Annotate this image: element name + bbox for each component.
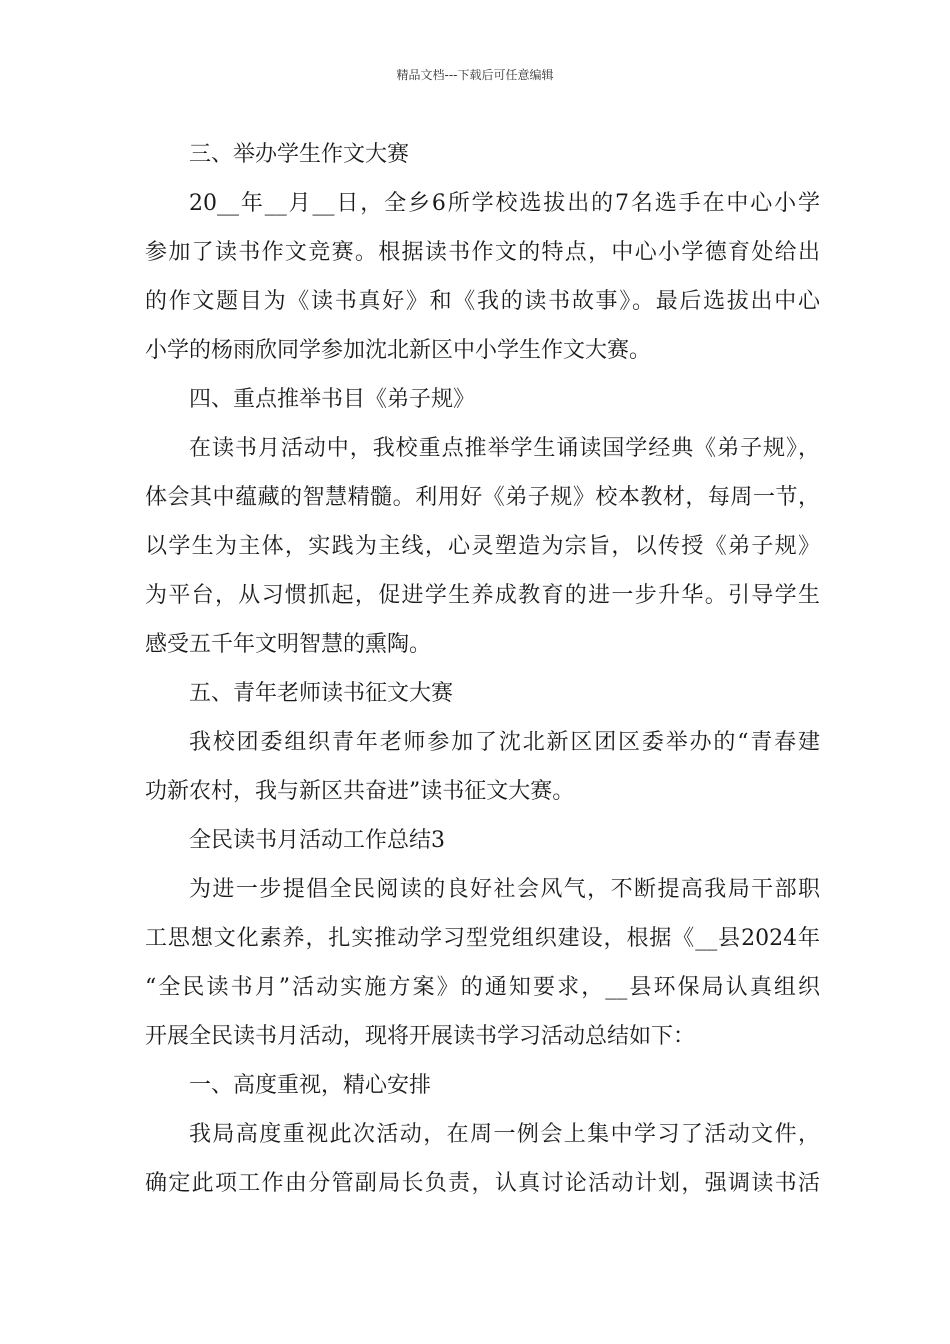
- text-line: 20__年__月__日，全乡6所学校选拔出的7名选手在中心小学: [189, 191, 820, 216]
- text-line: 五、青年老师读书征文大赛: [189, 681, 454, 706]
- text-line: “全民读书月”活动实施方案》的通知要求，__县环保局认真组织: [145, 975, 820, 1000]
- text-line: 为平台，从习惯抓起，促进学生养成教育的进一步升华。引导学生: [145, 583, 820, 608]
- text-line: 在读书月活动中，我校重点推举学生诵读国学经典《弟子规》，: [189, 436, 820, 461]
- text-line: 工思想文化素养，扎实推动学习型党组织建设，根据《__县2024年: [145, 926, 820, 951]
- text-line: 为进一步提倡全民阅读的良好社会风气，不断提高我局干部职: [189, 877, 820, 902]
- page-header: 精品文档---下载后可任意编辑: [396, 68, 554, 82]
- text-line: 三、举办学生作文大赛: [189, 142, 410, 167]
- text-line: 的作文题目为《读书真好》和《我的读书故事》。最后选拔出中心: [145, 289, 820, 314]
- text-line: 我局高度重视此次活动，在周一例会上集中学习了活动文件，: [189, 1122, 820, 1147]
- text-line: 开展全民读书月活动，现将开展读书学习活动总结如下：: [145, 1024, 696, 1049]
- text-line: 我校团委组织青年老师参加了沈北新区团区委举办的“青春建: [189, 730, 820, 755]
- document-body: [145, 130, 820, 1208]
- text-line: 功新农村，我与新区共奋进”读书征文大赛。: [145, 779, 575, 804]
- text-line: 体会其中蕴藏的智慧精髓。利用好《弟子规》校本教材，每周一节，: [145, 485, 820, 510]
- text-line: 参加了读书作文竞赛。根据读书作文的特点，中心小学德育处给出: [145, 240, 820, 265]
- text-line: 以学生为主体，实践为主线，心灵塑造为宗旨，以传授《弟子规》: [145, 534, 820, 559]
- text-line: 全民读书月活动工作总结3: [189, 828, 445, 853]
- text-line: 确定此项工作由分管副局长负责，认真讨论活动计划，强调读书活: [145, 1171, 820, 1196]
- text-line: 一、高度重视，精心安排: [189, 1073, 432, 1098]
- text-line: 四、重点推举书目《弟子规》: [189, 387, 476, 412]
- text-line: 小学的杨雨欣同学参加沈北新区中小学生作文大赛。: [145, 338, 652, 363]
- text-line: 感受五千年文明智慧的熏陶。: [145, 632, 432, 657]
